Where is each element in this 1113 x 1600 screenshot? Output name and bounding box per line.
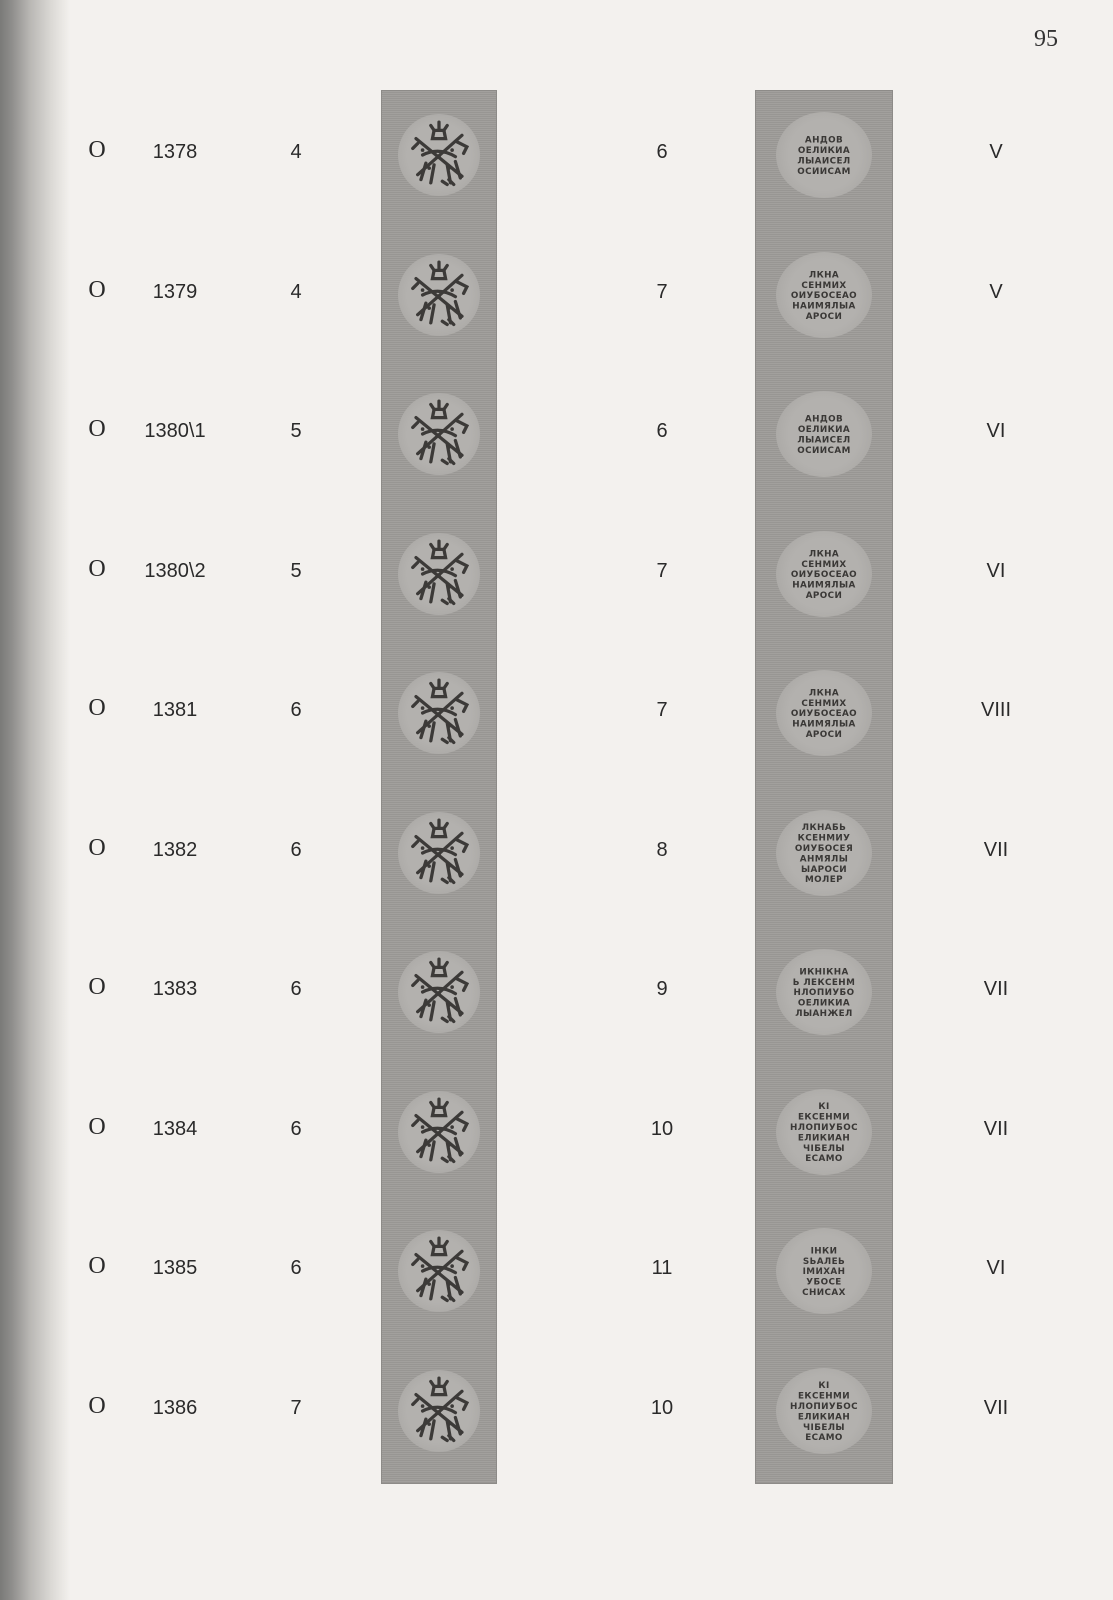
reverse-die-number: 10 bbox=[650, 1117, 674, 1140]
coin-reverse-image bbox=[776, 112, 872, 198]
catalogue-number: 1378 bbox=[152, 141, 198, 163]
coin-legend-line: КІ bbox=[818, 1101, 830, 1112]
table-row bbox=[0, 1358, 1113, 1458]
catalogue-number: 1381 bbox=[152, 699, 198, 721]
coin-legend-line: АРОСИ bbox=[805, 311, 843, 322]
coin-legend-line: ЛКНА bbox=[808, 548, 840, 559]
coin-obverse-image bbox=[398, 1230, 480, 1312]
coin-obverse-image bbox=[398, 951, 480, 1033]
side-mark: O bbox=[88, 974, 106, 1000]
coin-reverse-image bbox=[776, 810, 872, 896]
side-mark: O bbox=[88, 1392, 106, 1419]
coin-legend-line: ОИУБОСЕАО bbox=[790, 569, 858, 580]
table-row bbox=[0, 660, 1113, 760]
coin-legend-line: ЧІБЕЛЫ bbox=[803, 1143, 845, 1154]
rider-icon bbox=[398, 1230, 480, 1312]
coin-legend-line: НЛОПИУБОС bbox=[790, 1122, 858, 1133]
coin-legend-line: УБОСЕ bbox=[806, 1277, 842, 1288]
catalogue-number: 1383 bbox=[152, 978, 198, 1000]
coin-obverse-image bbox=[398, 114, 480, 196]
obverse-die-number: 4 bbox=[290, 141, 302, 163]
coin-legend-line: ОЕЛИКИА bbox=[797, 146, 851, 156]
reverse-die-number: 6 bbox=[656, 141, 668, 163]
catalogue-number: 1382 bbox=[152, 838, 198, 861]
coin-reverse-image bbox=[776, 949, 872, 1035]
obverse-die-number: 5 bbox=[290, 559, 302, 582]
coin-reverse-image bbox=[776, 670, 872, 756]
table-row bbox=[0, 800, 1113, 900]
side-mark: O bbox=[88, 1253, 106, 1279]
catalogue-number: 1380\1 bbox=[144, 420, 206, 442]
obverse-die-number: 5 bbox=[290, 420, 302, 442]
coin-legend-line: НАИМЯЛЫА bbox=[792, 719, 856, 730]
coin-legend-line: КІ bbox=[818, 1380, 830, 1391]
coin-legend-line: ЕЛИКИАН bbox=[797, 1132, 851, 1143]
coin-legend-line: ЅЬАЛЕЬ bbox=[802, 1256, 846, 1267]
table-row bbox=[0, 521, 1113, 621]
coin-legend-line: Ь ЛЕКСЕНМ bbox=[792, 977, 856, 988]
catalogue-number: 1379 bbox=[152, 280, 198, 303]
variant-numeral: VIII bbox=[980, 699, 1012, 721]
coin-legend-line: СЕНМИХ bbox=[801, 559, 847, 570]
rider-icon bbox=[398, 393, 480, 475]
coin-legend-line: АРОСИ bbox=[805, 730, 843, 740]
side-mark: O bbox=[88, 416, 106, 442]
catalogue-number: 1386 bbox=[152, 1396, 198, 1419]
table-row bbox=[0, 1218, 1113, 1318]
reverse-die-number: 10 bbox=[650, 1396, 674, 1419]
side-mark: O bbox=[88, 695, 106, 721]
coin-legend-line: АНДОВ bbox=[804, 135, 844, 146]
coin-legend-line: ИКНІКНА bbox=[799, 967, 849, 978]
rider-icon bbox=[398, 672, 480, 754]
table-row bbox=[0, 102, 1113, 202]
catalogue-number: 1384 bbox=[152, 1117, 198, 1140]
reverse-die-number: 11 bbox=[651, 1257, 673, 1279]
coin-legend-line: ІНКИ bbox=[810, 1246, 838, 1257]
rider-icon bbox=[398, 533, 480, 615]
coin-obverse-image bbox=[398, 393, 480, 475]
obverse-die-number: 6 bbox=[290, 838, 302, 861]
coin-obverse-image bbox=[398, 1370, 480, 1452]
obverse-die-number: 6 bbox=[290, 699, 302, 721]
coin-legend-line: ЕСАМО bbox=[805, 1432, 843, 1443]
coin-legend-line: ЕСАМО bbox=[805, 1153, 843, 1164]
rider-icon bbox=[398, 1091, 480, 1173]
coin-reverse-image bbox=[776, 531, 872, 617]
rider-icon bbox=[398, 1370, 480, 1452]
coin-legend-line: ЛКНА bbox=[808, 688, 840, 699]
coin-legend-line: ОЕЛИКИА bbox=[797, 425, 851, 435]
coin-legend-line: ОИУБОСЕЯ bbox=[794, 843, 854, 854]
coin-legend-line: СНИСАХ bbox=[802, 1288, 846, 1298]
variant-numeral: VII bbox=[983, 978, 1009, 1000]
variant-numeral: VI bbox=[986, 420, 1006, 442]
variant-numeral: V bbox=[989, 280, 1003, 303]
coin-obverse-image bbox=[398, 812, 480, 894]
coin-legend-line: ЕЛИКИАН bbox=[797, 1411, 851, 1422]
table-row bbox=[0, 939, 1113, 1039]
coin-legend-line: ЕКСЕНМИ bbox=[798, 1391, 850, 1402]
rider-icon bbox=[398, 254, 480, 336]
table-row bbox=[0, 1079, 1113, 1179]
coin-legend-line: ЫАРОСИ bbox=[800, 864, 848, 875]
coin-legend-line: СЕНМИХ bbox=[801, 698, 847, 709]
coin-legend-line: ОИУБОСЕАО bbox=[790, 709, 858, 720]
coin-legend-line: ОСИИСАМ bbox=[797, 445, 851, 456]
variant-numeral: VII bbox=[983, 1396, 1009, 1419]
coin-reverse-image bbox=[776, 252, 872, 338]
coin-legend-line: КСЕНМИУ bbox=[797, 833, 851, 844]
reverse-die-number: 8 bbox=[656, 838, 668, 861]
coin-obverse-image bbox=[398, 254, 480, 336]
reverse-die-number: 7 bbox=[656, 280, 668, 303]
reverse-die-number: 9 bbox=[656, 978, 668, 1000]
rider-icon bbox=[398, 114, 480, 196]
side-mark: O bbox=[88, 834, 106, 861]
rider-icon bbox=[398, 951, 480, 1033]
coin-legend-line: НАИМЯЛЫА bbox=[792, 580, 856, 591]
reverse-die-number: 7 bbox=[656, 559, 668, 582]
coin-legend-line: ЕКСЕНМИ bbox=[798, 1112, 850, 1123]
side-mark: O bbox=[88, 137, 106, 163]
coin-obverse-image bbox=[398, 533, 480, 615]
coin-legend-line: ЛЫАНЖЕЛ bbox=[795, 1009, 853, 1019]
coin-legend-line: ЛЫАИСЕЛ bbox=[797, 435, 851, 446]
coin-obverse-image bbox=[398, 1091, 480, 1173]
variant-numeral: VI bbox=[986, 1257, 1006, 1279]
obverse-die-number: 4 bbox=[290, 280, 302, 303]
reverse-die-number: 6 bbox=[656, 420, 668, 442]
obverse-die-number: 6 bbox=[290, 1257, 302, 1279]
coin-legend-line: МОЛЕР bbox=[805, 874, 843, 885]
catalogue-number: 1380\2 bbox=[144, 559, 206, 582]
coin-reverse-image bbox=[776, 1368, 872, 1454]
rider-icon bbox=[398, 812, 480, 894]
coin-legend-line: ОСИИСАМ bbox=[797, 166, 851, 177]
obverse-die-number: 6 bbox=[290, 1117, 302, 1140]
coin-reverse-image bbox=[776, 1089, 872, 1175]
side-mark: O bbox=[88, 276, 106, 303]
table-row bbox=[0, 381, 1113, 481]
coin-legend-line: НАИМЯЛЫА bbox=[792, 301, 856, 312]
variant-numeral: VII bbox=[983, 838, 1009, 861]
coin-legend-line: НЛОПИУБО bbox=[793, 988, 855, 999]
coin-legend-line: НЛОПИУБОС bbox=[790, 1401, 858, 1412]
coin-legend-line: АНДОВ bbox=[804, 414, 844, 425]
coin-reverse-image bbox=[776, 391, 872, 477]
obverse-die-number: 7 bbox=[290, 1396, 302, 1419]
catalogue-number: 1385 bbox=[152, 1257, 198, 1279]
coin-reverse-image bbox=[776, 1228, 872, 1314]
variant-numeral: VII bbox=[983, 1117, 1009, 1140]
coin-legend-line: ОЕЛИКИА bbox=[797, 998, 851, 1009]
table-row bbox=[0, 242, 1113, 342]
variant-numeral: VI bbox=[986, 559, 1006, 582]
coin-legend-line: ІМИХАН bbox=[802, 1267, 846, 1278]
coin-legend-line: ЧІБЕЛЫ bbox=[803, 1422, 845, 1433]
coin-legend-line: ОИУБОСЕАО bbox=[790, 290, 858, 301]
obverse-die-number: 6 bbox=[290, 978, 302, 1000]
coin-legend-line: ЛКНА bbox=[808, 269, 840, 280]
variant-numeral: V bbox=[989, 141, 1003, 163]
reverse-die-number: 7 bbox=[656, 699, 668, 721]
side-mark: O bbox=[88, 555, 106, 582]
coin-obverse-image bbox=[398, 672, 480, 754]
coin-legend-line: СЕНМИХ bbox=[801, 280, 847, 291]
coin-legend-line: ЛЫАИСЕЛ bbox=[797, 156, 851, 167]
coin-legend-line: ЛКНАБЬ bbox=[801, 822, 847, 833]
coin-legend-line: АНМЯЛЫ bbox=[799, 853, 849, 864]
side-mark: O bbox=[88, 1113, 106, 1140]
page-number: 95 bbox=[1034, 26, 1058, 52]
coin-legend-line: АРОСИ bbox=[805, 590, 843, 601]
